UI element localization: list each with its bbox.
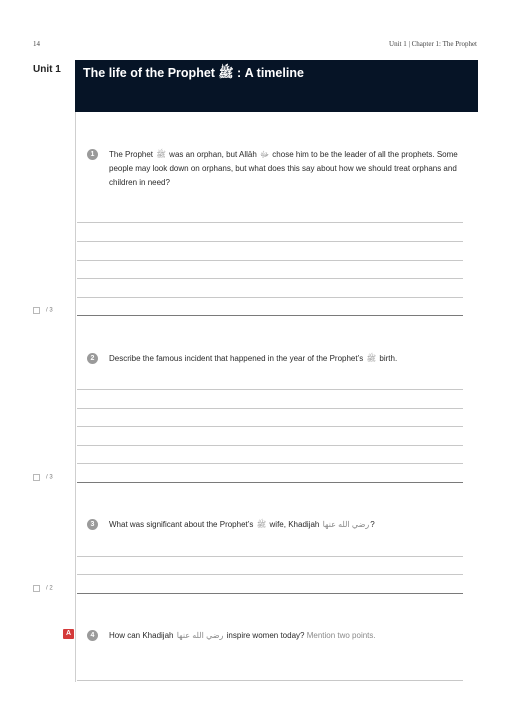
answer-line[interactable] [77,680,463,681]
question-1 [89,148,469,190]
question-3 [89,518,469,532]
max-score: / 2 [46,585,53,592]
score-checkbox[interactable] [33,307,40,314]
honorific-khadijah: رضي الله عنها [322,520,370,529]
honorific-prophet: ﷺ [156,150,166,159]
answer-line[interactable] [77,482,463,483]
question-4 [89,629,469,643]
score-box[interactable] [33,474,53,481]
answer-line[interactable] [77,463,463,464]
answer-line[interactable] [77,241,463,242]
question-hint: Mention two points. [306,631,376,640]
score-box[interactable] [33,307,53,314]
question-text: Describe the famous incident that happened in the year of the Prophet’s ﷺ birth. [109,354,398,363]
score-checkbox[interactable] [33,474,40,481]
answer-line[interactable] [77,426,463,427]
honorific-allah: ﷻ [260,150,270,159]
question-text: The Prophet ﷺ was an orphan, but Allāh ﷻ chose him to be the leader of all the prophets. Some people may look down on orphans, but what does this say about how we should treat orphans and children in need? [109,150,458,187]
honorific-prophet: ﷺ [366,354,377,363]
question-2 [89,352,469,366]
answer-line[interactable] [77,574,463,575]
answer-line[interactable] [77,278,463,279]
margin-rule [75,112,76,682]
assessment-badge: A [63,629,74,639]
max-score: / 3 [46,307,53,314]
question-text: How can Khadijah رضي الله عنها inspire women today? Mention two points. [109,631,376,640]
answer-line[interactable] [77,408,463,409]
question-number-badge: 2 [87,353,98,364]
answer-line[interactable] [77,297,463,298]
answer-line[interactable] [77,445,463,446]
running-head: Unit 1 | Chapter 1: The Prophet [389,40,477,48]
answer-line[interactable] [77,556,463,557]
question-number-badge: 4 [87,630,98,641]
answer-line[interactable] [77,315,463,316]
question-text: What was significant about the Prophet’s ﷺ wife, Khadijah رضي الله عنها? [109,520,375,529]
answer-line[interactable] [77,222,463,223]
title-bar [75,60,478,112]
answer-line[interactable] [77,260,463,261]
honorific-khadijah: رضي الله عنها [176,631,224,640]
score-checkbox[interactable] [33,585,40,592]
page-title: The life of the Prophet ﷺ : A timeline [83,66,304,80]
question-number-badge: 3 [87,519,98,530]
answer-line[interactable] [77,389,463,390]
unit-label: Unit 1 [33,64,61,75]
max-score: / 3 [46,474,53,481]
question-number-badge: 1 [87,149,98,160]
honorific-prophet: ﷺ [256,520,267,529]
page-number: 14 [33,40,40,48]
score-box[interactable] [33,585,53,592]
answer-line[interactable] [77,593,463,594]
